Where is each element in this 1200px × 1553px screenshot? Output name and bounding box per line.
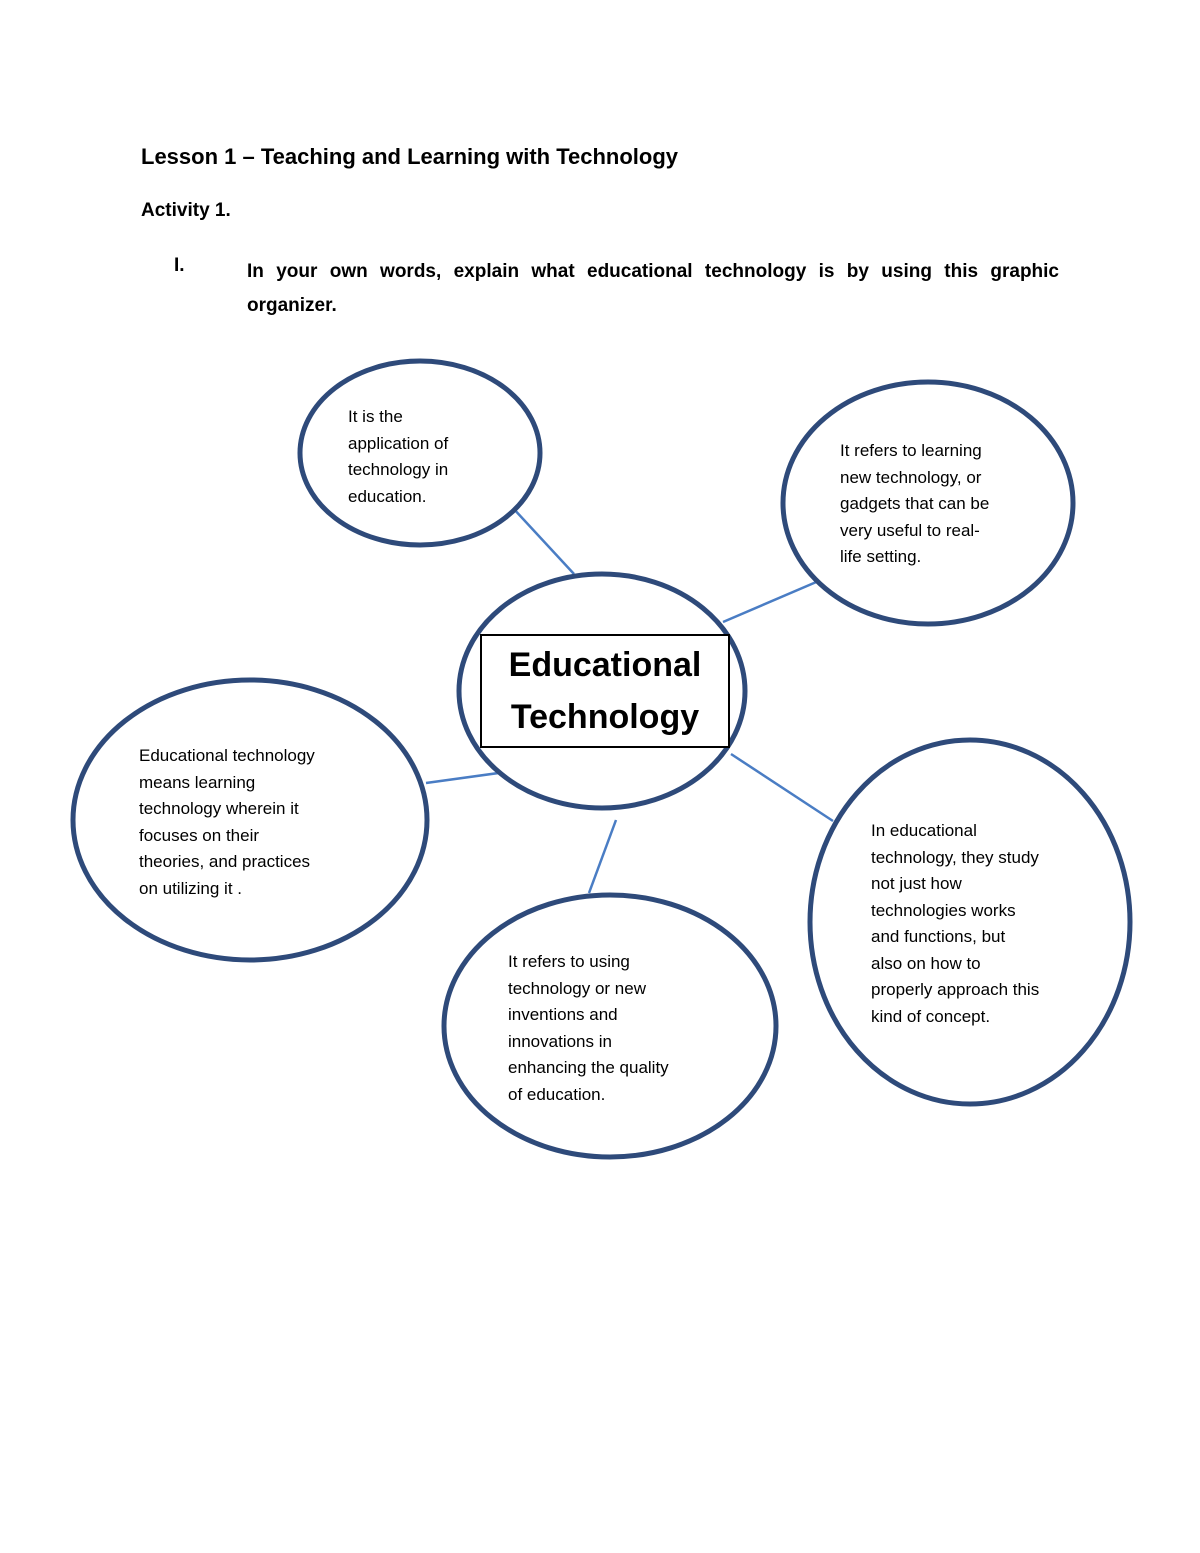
connector-bottom-right	[731, 754, 833, 821]
center-topic-box	[480, 634, 730, 748]
bubble-line: also on how to	[871, 953, 981, 973]
bubble-line: not just how	[871, 874, 962, 893]
bubble-line: focuses on their	[139, 825, 260, 845]
bubble-line: education.	[348, 486, 427, 506]
bubble-line: In educational	[871, 821, 977, 840]
bubble-line: on utilizing it .	[139, 878, 242, 898]
bubble-line: properly approach this	[871, 980, 1040, 999]
bubble-line: theories, and practices	[139, 852, 311, 871]
bubble-line: It refers to using	[508, 952, 630, 971]
activity-label: Activity 1.	[141, 200, 231, 221]
bubble-line: technology in	[348, 460, 449, 479]
bubble-line: technologies works	[871, 900, 1016, 920]
item-number: I.	[174, 255, 185, 276]
center-topic-line1: Educational	[508, 646, 702, 684]
page-title: Lesson 1 – Teaching and Learning with Technology	[141, 144, 679, 169]
bubble-line: technology wherein it	[139, 799, 299, 818]
connector-top-left	[512, 507, 574, 574]
bubble-text-left	[139, 743, 315, 902]
bubble-line: enhancing the quality	[508, 1058, 669, 1077]
connector-bottom	[589, 820, 616, 893]
bubble-text-bottom-right	[871, 818, 1039, 1030]
bubble-text-top-right	[840, 438, 989, 571]
bubble-line: It is the	[348, 407, 403, 426]
bubble-line: and functions, but	[871, 927, 1006, 946]
bubble-line: of education.	[508, 1084, 606, 1104]
bubble-line: innovations in	[508, 1031, 612, 1051]
bubble-line: application of	[348, 433, 449, 453]
bubble-line: means learning	[139, 772, 256, 792]
bubble-line: very useful to real-	[840, 520, 980, 540]
bubble-line: kind of concept.	[871, 1006, 991, 1026]
instruction-text: In your own words, explain what educational technology is by using this graphic organizer.	[247, 261, 1059, 316]
bubble-line: life setting.	[840, 547, 922, 566]
bubble-line: It refers to learning	[840, 441, 982, 460]
center-topic-line2: Technology	[510, 698, 700, 736]
bubble-line: gadgets that can be	[840, 494, 990, 513]
bubble-line: Educational technology	[139, 746, 315, 765]
bubble-text-bottom	[508, 949, 669, 1108]
bubble-line: inventions and	[508, 1005, 618, 1024]
bubble-line: new technology, or	[840, 467, 982, 487]
bubble-line: technology, they study	[871, 847, 1039, 867]
bubble-text-top-left	[348, 404, 448, 510]
bubble-line: technology or new	[508, 978, 646, 998]
